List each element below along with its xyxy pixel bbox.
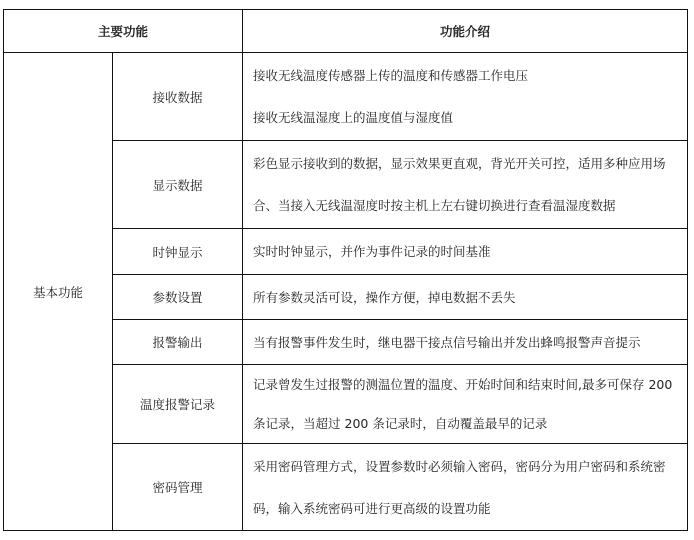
- description-line: 当有报警事件发生时，继电器干接点信号输出并发出蜂鸣报警声音提示: [253, 334, 641, 350]
- description-cell: [243, 444, 688, 531]
- sub-function-cell: 温度报警记录: [113, 365, 243, 444]
- description-line: 所有参数灵活可设，操作方便，掉电数据不丢失: [253, 289, 516, 305]
- description-line: 采用密码管理方式，设置参数时必须输入密码，密码分为用户密码和系统密: [253, 458, 666, 474]
- sub-function-cell: 接收数据: [113, 53, 243, 141]
- table-header-row: [4, 10, 688, 53]
- function-table: [3, 9, 688, 531]
- sub-function-cell: 报警输出: [113, 320, 243, 365]
- description-cell: [243, 53, 688, 141]
- description-line: 彩色显示接收到的数据，显示效果更直观，背光开关可控，适用多种应用场: [253, 156, 666, 171]
- description-line: 条记录，当超过 200 条记录时，自动覆盖最早的记录: [253, 416, 548, 431]
- header-main-function: 主要功能: [4, 10, 243, 53]
- sub-function-cell: 参数设置: [113, 275, 243, 320]
- sub-function-cell: 时钟显示: [113, 229, 243, 275]
- table-row: [4, 53, 688, 141]
- description-line: 记录曾发生过报警的测温位置的温度、开始时间和结束时间,最多可保存 200: [253, 377, 673, 392]
- description-cell: [243, 320, 688, 365]
- description-line: 实时时钟显示，并作为事件记录的时间基准: [253, 244, 491, 259]
- description-line: 接收无线温湿度上的温度值与湿度值: [253, 110, 454, 125]
- description-line: 合、当接入无线温湿度时按主机上左右键切换进行查看温湿度数据: [253, 198, 616, 213]
- description-line: 码，输入系统密码可进行更高级的设置功能: [253, 500, 491, 516]
- description-cell: [243, 275, 688, 320]
- description-cell: [243, 141, 688, 229]
- header-function-intro: 功能介绍: [243, 10, 688, 53]
- description-line: 接收无线温度传感器上传的温度和传感器工作电压: [253, 68, 529, 83]
- sub-function-cell: 密码管理: [113, 444, 243, 531]
- description-cell: [243, 365, 688, 444]
- sub-function-cell: 显示数据: [113, 141, 243, 229]
- category-cell: 基本功能: [4, 53, 113, 531]
- description-cell: [243, 229, 688, 275]
